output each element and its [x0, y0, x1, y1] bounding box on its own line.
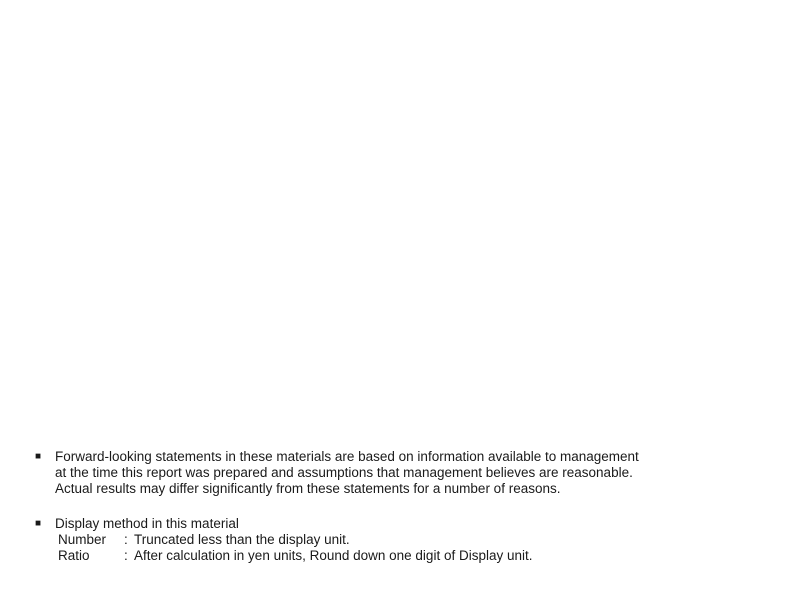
row-separator: : — [124, 532, 128, 547]
row-label: Number — [58, 532, 107, 547]
display-method-text — [55, 516, 532, 564]
disclaimer-section — [35, 449, 639, 497]
display-method-title: Display method in this material — [55, 516, 239, 531]
row-value: Truncated less than the display unit. — [134, 532, 350, 547]
disclaimer-line-3: Actual results may differ significantly from these statements for a number of reasons. — [55, 481, 561, 496]
display-method-section — [35, 516, 532, 564]
row-value: After calculation in yen units, Round down one digit of Display unit. — [134, 548, 533, 563]
square-bullet-icon: ■ — [35, 518, 42, 529]
row-separator: : — [124, 548, 128, 563]
disclaimer-text — [55, 449, 639, 497]
disclaimer-line-2: at the time this report was prepared and assumptions that management believes are reasonable. — [55, 465, 633, 480]
square-bullet-icon: ■ — [35, 451, 42, 462]
disclaimer-line-1: Forward-looking statements in these materials are based on information available to management — [55, 449, 639, 464]
display-method-row-number — [55, 532, 532, 548]
display-method-row-ratio — [55, 548, 532, 564]
row-label: Ratio — [58, 548, 90, 563]
